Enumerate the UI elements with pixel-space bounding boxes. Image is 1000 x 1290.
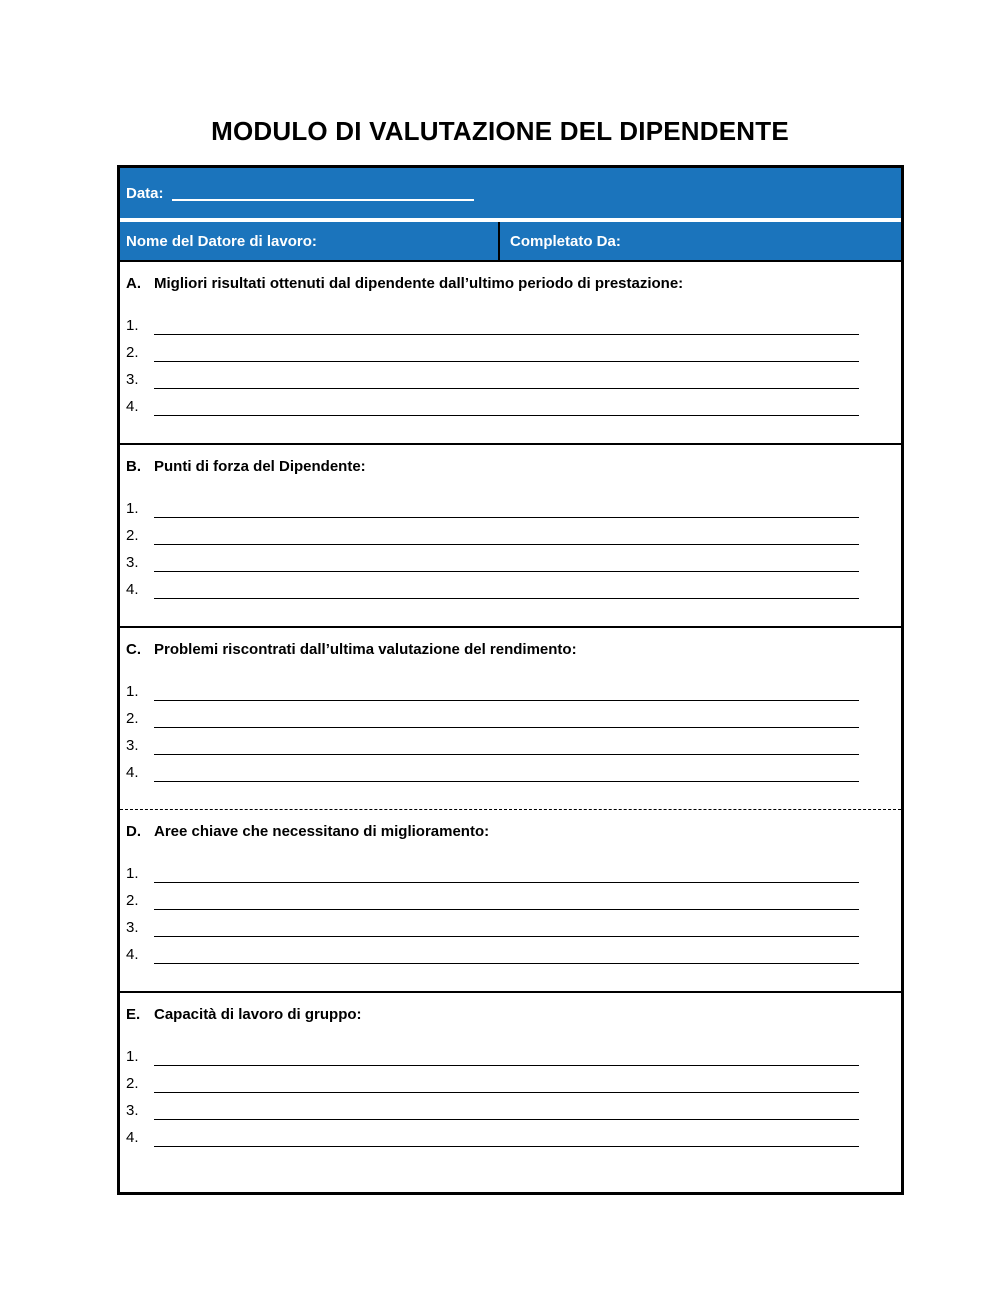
- line-number: 1.: [126, 865, 139, 882]
- date-input-line[interactable]: [172, 185, 474, 201]
- section-heading-text: Capacità di lavoro di gruppo:: [154, 1006, 362, 1023]
- answer-row: [126, 910, 901, 937]
- line-number: 3.: [126, 371, 139, 388]
- answer-blank-line[interactable]: [154, 335, 859, 362]
- section-heading-text: Aree chiave che necessitano di miglioramento:: [154, 823, 490, 840]
- answer-blank-line[interactable]: [154, 937, 859, 964]
- line-number: 1.: [126, 317, 139, 334]
- employer-name-cell: [120, 222, 500, 260]
- section-letter: C.: [126, 641, 141, 658]
- answer-blank-line[interactable]: [154, 701, 859, 728]
- answer-row: [126, 545, 901, 572]
- section-a-heading: [126, 274, 901, 294]
- line-number: 3.: [126, 737, 139, 754]
- section-b: [120, 443, 901, 626]
- answer-row: [126, 1120, 901, 1147]
- answer-blank-line[interactable]: [154, 1066, 859, 1093]
- section-b-heading: [126, 457, 901, 477]
- evaluation-form: [117, 165, 904, 1195]
- answer-blank-line[interactable]: [154, 1120, 859, 1147]
- answer-row: [126, 572, 901, 599]
- answer-blank-line[interactable]: [154, 362, 859, 389]
- line-number: 4.: [126, 946, 139, 963]
- answer-row: [126, 362, 901, 389]
- line-number: 4.: [126, 764, 139, 781]
- line-number: 3.: [126, 919, 139, 936]
- section-letter: D.: [126, 823, 141, 840]
- section-c-heading: [126, 640, 901, 660]
- answer-row: [126, 701, 901, 728]
- answer-row: [126, 937, 901, 964]
- section-e-heading: [126, 1005, 901, 1025]
- page-title: MODULO DI VALUTAZIONE DEL DIPENDENTE: [211, 116, 789, 146]
- completed-by-label: Completato Da:: [510, 232, 621, 250]
- completed-by-cell: [500, 222, 901, 260]
- line-number: 2.: [126, 344, 139, 361]
- answer-blank-line[interactable]: [154, 1093, 859, 1120]
- date-row: [120, 168, 901, 218]
- answer-row: [126, 389, 901, 416]
- answer-row: [126, 335, 901, 362]
- answer-row: [126, 856, 901, 883]
- answer-row: [126, 1093, 901, 1120]
- section-letter: A.: [126, 275, 141, 292]
- answer-blank-line[interactable]: [154, 856, 859, 883]
- answer-blank-line[interactable]: [154, 491, 859, 518]
- answer-blank-line[interactable]: [154, 728, 859, 755]
- answer-row: [126, 1066, 901, 1093]
- line-number: 4.: [126, 581, 139, 598]
- line-number: 1.: [126, 500, 139, 517]
- answer-blank-line[interactable]: [154, 910, 859, 937]
- answer-row: [126, 1039, 901, 1066]
- answer-blank-line[interactable]: [154, 308, 859, 335]
- answer-row: [126, 518, 901, 545]
- answer-row: [126, 491, 901, 518]
- answer-row: [126, 883, 901, 910]
- answer-row: [126, 755, 901, 782]
- answer-row: [126, 728, 901, 755]
- answer-blank-line[interactable]: [154, 1039, 859, 1066]
- line-number: 4.: [126, 1129, 139, 1146]
- line-number: 4.: [126, 398, 139, 415]
- date-label: Data:: [126, 184, 164, 202]
- line-number: 3.: [126, 1102, 139, 1119]
- answer-row: [126, 674, 901, 701]
- line-number: 2.: [126, 527, 139, 544]
- line-number: 2.: [126, 1075, 139, 1092]
- line-number: 2.: [126, 710, 139, 727]
- section-d: [120, 809, 901, 991]
- line-number: 1.: [126, 1048, 139, 1065]
- who-row: [120, 222, 901, 260]
- answer-row: [126, 308, 901, 335]
- answer-blank-line[interactable]: [154, 389, 859, 416]
- section-e: [120, 991, 901, 1192]
- section-heading-text: Punti di forza del Dipendente:: [154, 458, 366, 475]
- answer-blank-line[interactable]: [154, 518, 859, 545]
- section-a: [120, 260, 901, 443]
- section-letter: B.: [126, 458, 141, 475]
- answer-blank-line[interactable]: [154, 674, 859, 701]
- line-number: 1.: [126, 683, 139, 700]
- section-d-heading: [126, 822, 901, 842]
- answer-blank-line[interactable]: [154, 572, 859, 599]
- employer-label: Nome del Datore di lavoro:: [126, 232, 317, 250]
- answer-blank-line[interactable]: [154, 755, 859, 782]
- line-number: 2.: [126, 892, 139, 909]
- section-heading-text: Migliori risultati ottenuti dal dipendente dall’ultimo periodo di prestazione:: [154, 275, 684, 292]
- section-letter: E.: [126, 1006, 141, 1023]
- answer-blank-line[interactable]: [154, 545, 859, 572]
- section-heading-text: Problemi riscontrati dall’ultima valutazione del rendimento:: [154, 641, 577, 658]
- answer-blank-line[interactable]: [154, 883, 859, 910]
- line-number: 3.: [126, 554, 139, 571]
- section-c: [120, 626, 901, 809]
